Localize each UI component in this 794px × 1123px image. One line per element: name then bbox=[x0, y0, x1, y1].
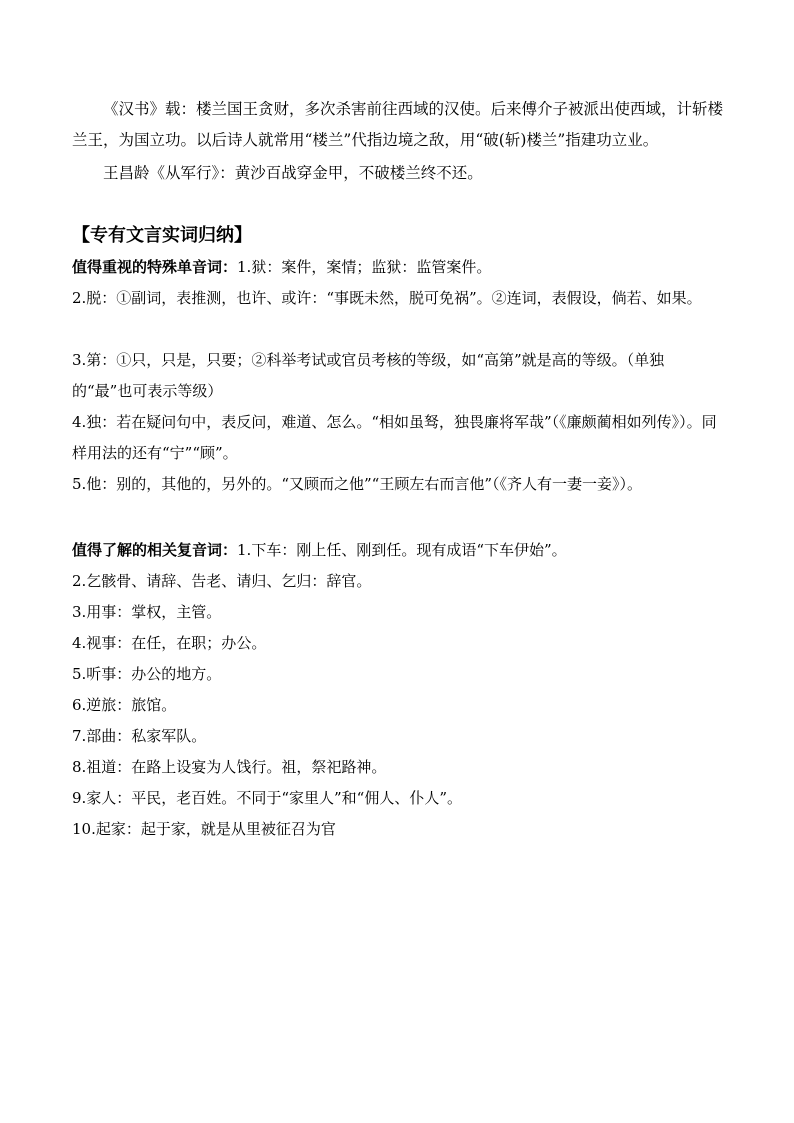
compound-item-8: 8.祖道：在路上设宴为人饯行。祖，祭祀路神。 bbox=[72, 758, 387, 776]
compound-item-1-text: 1.下车：刚上任、刚到任。现有成语“下车伊始”。 bbox=[237, 541, 567, 559]
single-item-1-text: 1.狱：案件，案情；监狱：监管案件。 bbox=[237, 258, 492, 276]
compound-item-6: 6.逆旅：旅馆。 bbox=[72, 696, 177, 714]
compound-words-lead: 值得了解的相关复音词： bbox=[72, 541, 238, 559]
single-item-4: 4.独：若在疑问句中，表反问，难道、怎么。“相如虽驽，独畏廉将军哉”（《廉颇蔺相如列传》）。同样用法的还有“宁”“顾”。 bbox=[72, 413, 717, 462]
single-item-3: 3.第：①只，只是，只要；②科举考试或官员考核的等级，如“高第”就是高的等级。（单独的“最”也可表示等级） bbox=[72, 351, 665, 400]
single-words-lead: 值得重视的特殊单音词： bbox=[72, 258, 238, 276]
intro-paragraph-loulan: 《汉书》载：楼兰国王贪财，多次杀害前往西域的汉使。后来傅介子被派出使西域，计斩楼兰王，为国立功。以后诗人就常用“楼兰”代指边境之敌，用“破(斩)楼兰”指建功立业。 bbox=[72, 100, 724, 149]
single-item-5: 5.他：别的，其他的，另外的。“又顾而之他”“王顾左右而言他”（《齐人有一妻一妾》）。 bbox=[72, 475, 642, 493]
section-title: 【专有文言实词归纳】 bbox=[72, 225, 252, 246]
compound-item-1 bbox=[72, 535, 724, 566]
compound-item-10: 10.起家：起于家，就是从里被征召为官 bbox=[72, 820, 336, 838]
compound-item-5: 5.听事：办公的地方。 bbox=[72, 665, 222, 683]
single-item-1 bbox=[72, 252, 724, 283]
intro-paragraph-poem: 王昌龄《从军行》：黄沙百战穿金甲，不破楼兰终不还。 bbox=[103, 164, 483, 182]
compound-item-2: 2.乞骸骨、请辞、告老、请归、乞归：辞官。 bbox=[72, 572, 372, 590]
single-item-2: 2.脱：①副词，表推测，也许、或许：“事既未然，脱可免祸”。②连词，表假设，倘若、如果。 bbox=[72, 289, 702, 307]
compound-item-7: 7.部曲：私家军队。 bbox=[72, 727, 207, 745]
compound-item-3: 3.用事：掌权，主管。 bbox=[72, 603, 222, 621]
compound-item-9: 9.家人：平民，老百姓。不同于“家里人”和“佣人、仆人”。 bbox=[72, 789, 462, 807]
compound-item-4: 4.视事：在任，在职；办公。 bbox=[72, 634, 267, 652]
